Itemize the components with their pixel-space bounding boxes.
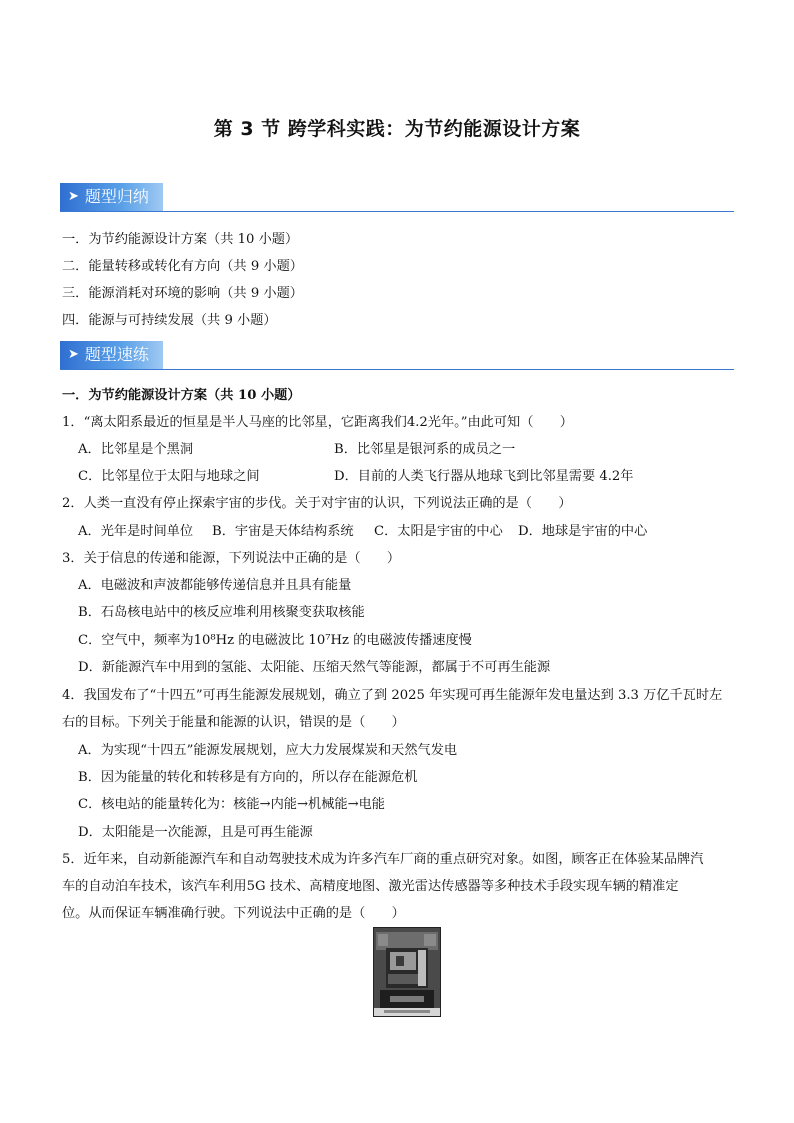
section-heading: 一．为节约能源设计方案（共 10 小题）: [62, 388, 301, 403]
banner-label: 题型归纳: [84, 187, 149, 206]
question-stem: 位。从而保证车辆准确行驶。下列说法中正确的是（ ）: [62, 906, 405, 921]
option-b: B．比邻星是银河系的成员之一: [334, 442, 516, 457]
question-stem: 3．关于信息的传递和能源，下列说法中正确的是（ ）: [62, 551, 401, 566]
option-a: A．为实现“十四五”能源发展规划，应大力发展煤炭和天然气发电: [78, 743, 458, 758]
divider: [60, 211, 734, 212]
toc-item: 二．能量转移或转化有方向（共 9 小题）: [62, 259, 303, 274]
option-d: D．新能源汽车中用到的氢能、太阳能、压缩天然气等能源，都属于不可再生能源: [78, 660, 551, 675]
option-b: B．宇宙是天体结构系统: [212, 524, 354, 539]
question-stem: 4．我国发布了“十四五”可再生能源发展规划，确立了到 2025 年实现可再生能源年发电量达到 3.3 万亿千瓦时左: [62, 688, 723, 703]
question-stem: 2．人类一直没有停止探索宇宙的步伐。关于对宇宙的认识，下列说法正确的是（ ）: [62, 496, 572, 511]
question-stem: 右的目标。下列关于能量和能源的认识，错误的是（ ）: [62, 715, 405, 730]
option-b: B．因为能量的转化和转移是有方向的，所以存在能源危机: [78, 770, 418, 785]
option-c: C．核电站的能量转化为：核能→内能→机械能→电能: [78, 797, 385, 812]
section-banner-summary: [60, 183, 163, 211]
divider: [60, 369, 734, 370]
toc-item: 四．能源与可持续发展（共 9 小题）: [62, 313, 277, 328]
banner-label: 题型速练: [84, 345, 149, 364]
arrow-icon: ➤: [68, 189, 79, 204]
option-d: D．目前的人类飞行器从地球飞到比邻星需要 4.2年: [334, 469, 634, 484]
option-a: A．比邻星是个黑洞: [78, 442, 194, 457]
toc-item: 一．为节约能源设计方案（共 10 小题）: [62, 232, 299, 247]
question-stem: 车的自动泊车技术，该汽车利用5G 技术、高精度地图、激光雷达传感器等多种技术手段实现车辆的精准定: [62, 879, 679, 894]
option-c: C．比邻星位于太阳与地球之间: [78, 469, 260, 484]
option-c: C．太阳是宇宙的中心: [374, 524, 503, 539]
toc-item: 三．能源消耗对环境的影响（共 9 小题）: [62, 286, 303, 301]
option-d: D．地球是宇宙的中心: [518, 524, 648, 539]
option-a: A．光年是时间单位: [78, 524, 194, 539]
page-title: 第 3 节 跨学科实践：为节约能源设计方案: [213, 118, 581, 140]
question-stem: 1．“离太阳系最近的恒星是半人马座的比邻星，它距离我们4.2光年。”由此可知（ ）: [62, 415, 573, 430]
arrow-icon: ➤: [68, 347, 79, 362]
option-a: A．电磁波和声波都能够传递信息并且具有能量: [78, 578, 352, 593]
car-parking-photo: [373, 927, 441, 1017]
option-d: D．太阳能是一次能源，且是可再生能源: [78, 825, 313, 840]
option-c: C．空气中，频率为10⁸Hz 的电磁波比 10⁷Hz 的电磁波传播速度慢: [78, 633, 472, 648]
question-stem: 5．近年来，自动新能源汽车和自动驾驶技术成为许多汽车厂商的重点研究对象。如图，顾客正在体验某品牌汽: [62, 852, 704, 867]
section-banner-practice: [60, 341, 163, 369]
option-b: B．石岛核电站中的核反应堆利用核聚变获取核能: [78, 605, 365, 620]
